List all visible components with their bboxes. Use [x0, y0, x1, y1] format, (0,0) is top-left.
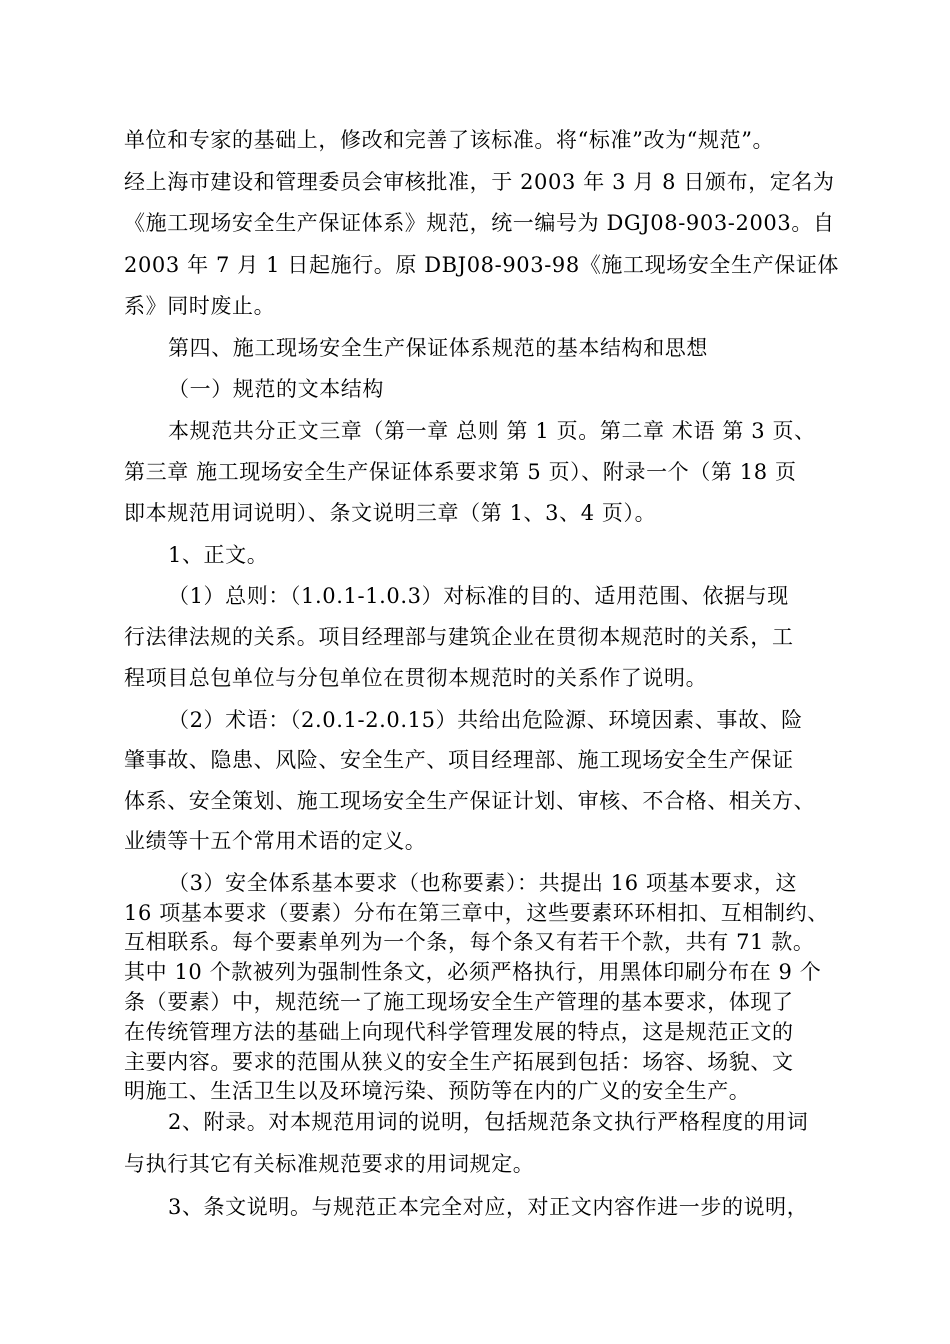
text-line: 单位和专家的基础上，修改和完善了该标准。将“标准”改为“规范”。 [124, 128, 775, 152]
text-line: 第三章 施工现场安全生产保证体系要求第 5 页）、附录一个（第 18 页 [124, 460, 797, 484]
subsection-heading: （一）规范的文本结构 [168, 377, 384, 401]
text-line: 2003 年 7 月 1 日起施行。原 DBJ08-903-98《施工现场安全生产保证体 [124, 253, 840, 277]
list-heading: 1、正文。 [168, 543, 269, 567]
text-line: 肇事故、隐患、风险、安全生产、项目经理部、施工现场安全生产保证 [124, 748, 794, 772]
text-line: 主要内容。要求的范围从狭义的安全生产拓展到包括：场容、场貌、文 [124, 1050, 794, 1074]
text-line: 2、附录。对本规范用词的说明，包括规范条文执行严格程度的用词 [168, 1110, 809, 1134]
text-line: 本规范共分正文三章（第一章 总则 第 1 页。第二章 术语 第 3 页、 [168, 419, 816, 443]
text-line: 互相联系。每个要素单列为一个条，每个条又有若干个款，共有 71 款。 [124, 930, 815, 954]
text-line: （3）安全体系基本要求（也称要素）：共提出 16 项基本要求，这 [168, 871, 798, 895]
text-line: 明施工、生活卫生以及环境污染、预防等在内的广义的安全生产。 [124, 1079, 751, 1103]
text-line: 条（要素）中，规范统一了施工现场安全生产管理的基本要求，体现了 [124, 990, 794, 1014]
text-line: 《施工现场安全生产保证体系》规范，统一编号为 DGJ08-903-2003。自 [124, 211, 835, 235]
text-line: 经上海市建设和管理委员会审核批准，于 2003 年 3 月 8 日颁布，定名为 [124, 170, 835, 194]
text-line: 程项目总包单位与分包单位在贯彻本规范时的关系作了说明。 [124, 666, 708, 690]
text-line: 3、条文说明。与规范正本完全对应，对正文内容作进一步的说明， [168, 1195, 809, 1219]
text-line: 体系、安全策划、施工现场安全生产保证计划、审核、不合格、相关方、 [124, 789, 816, 813]
text-line: （1）总则：（1.0.1-1.0.3）对标准的目的、适用范围、依据与现 [168, 584, 789, 608]
text-line: 系》同时废止。 [124, 294, 276, 318]
text-line: 其中 10 个款被列为强制性条文，必须严格执行，用黑体印刷分布在 9 个 [124, 960, 822, 984]
text-line: 16 项基本要求（要素）分布在第三章中，这些要素环环相扣、互相制约、 [124, 901, 829, 925]
text-line: （2）术语：（2.0.1-2.0.15）共给出危险源、环境因素、事故、险 [168, 708, 803, 732]
section-heading: 第四、施工现场安全生产保证体系规范的基本结构和思想 [168, 336, 708, 360]
text-line: 业绩等十五个常用术语的定义。 [124, 829, 427, 853]
text-line: 行法律法规的关系。项目经理部与建筑企业在贯彻本规范时的关系，工 [124, 625, 794, 649]
text-line: 与执行其它有关标准规范要求的用词规定。 [124, 1152, 535, 1176]
text-line: 即本规范用词说明）、条文说明三章（第 1、3、4 页）。 [124, 501, 657, 525]
text-line: 在传统管理方法的基础上向现代科学管理发展的特点，这是规范正文的 [124, 1020, 794, 1044]
